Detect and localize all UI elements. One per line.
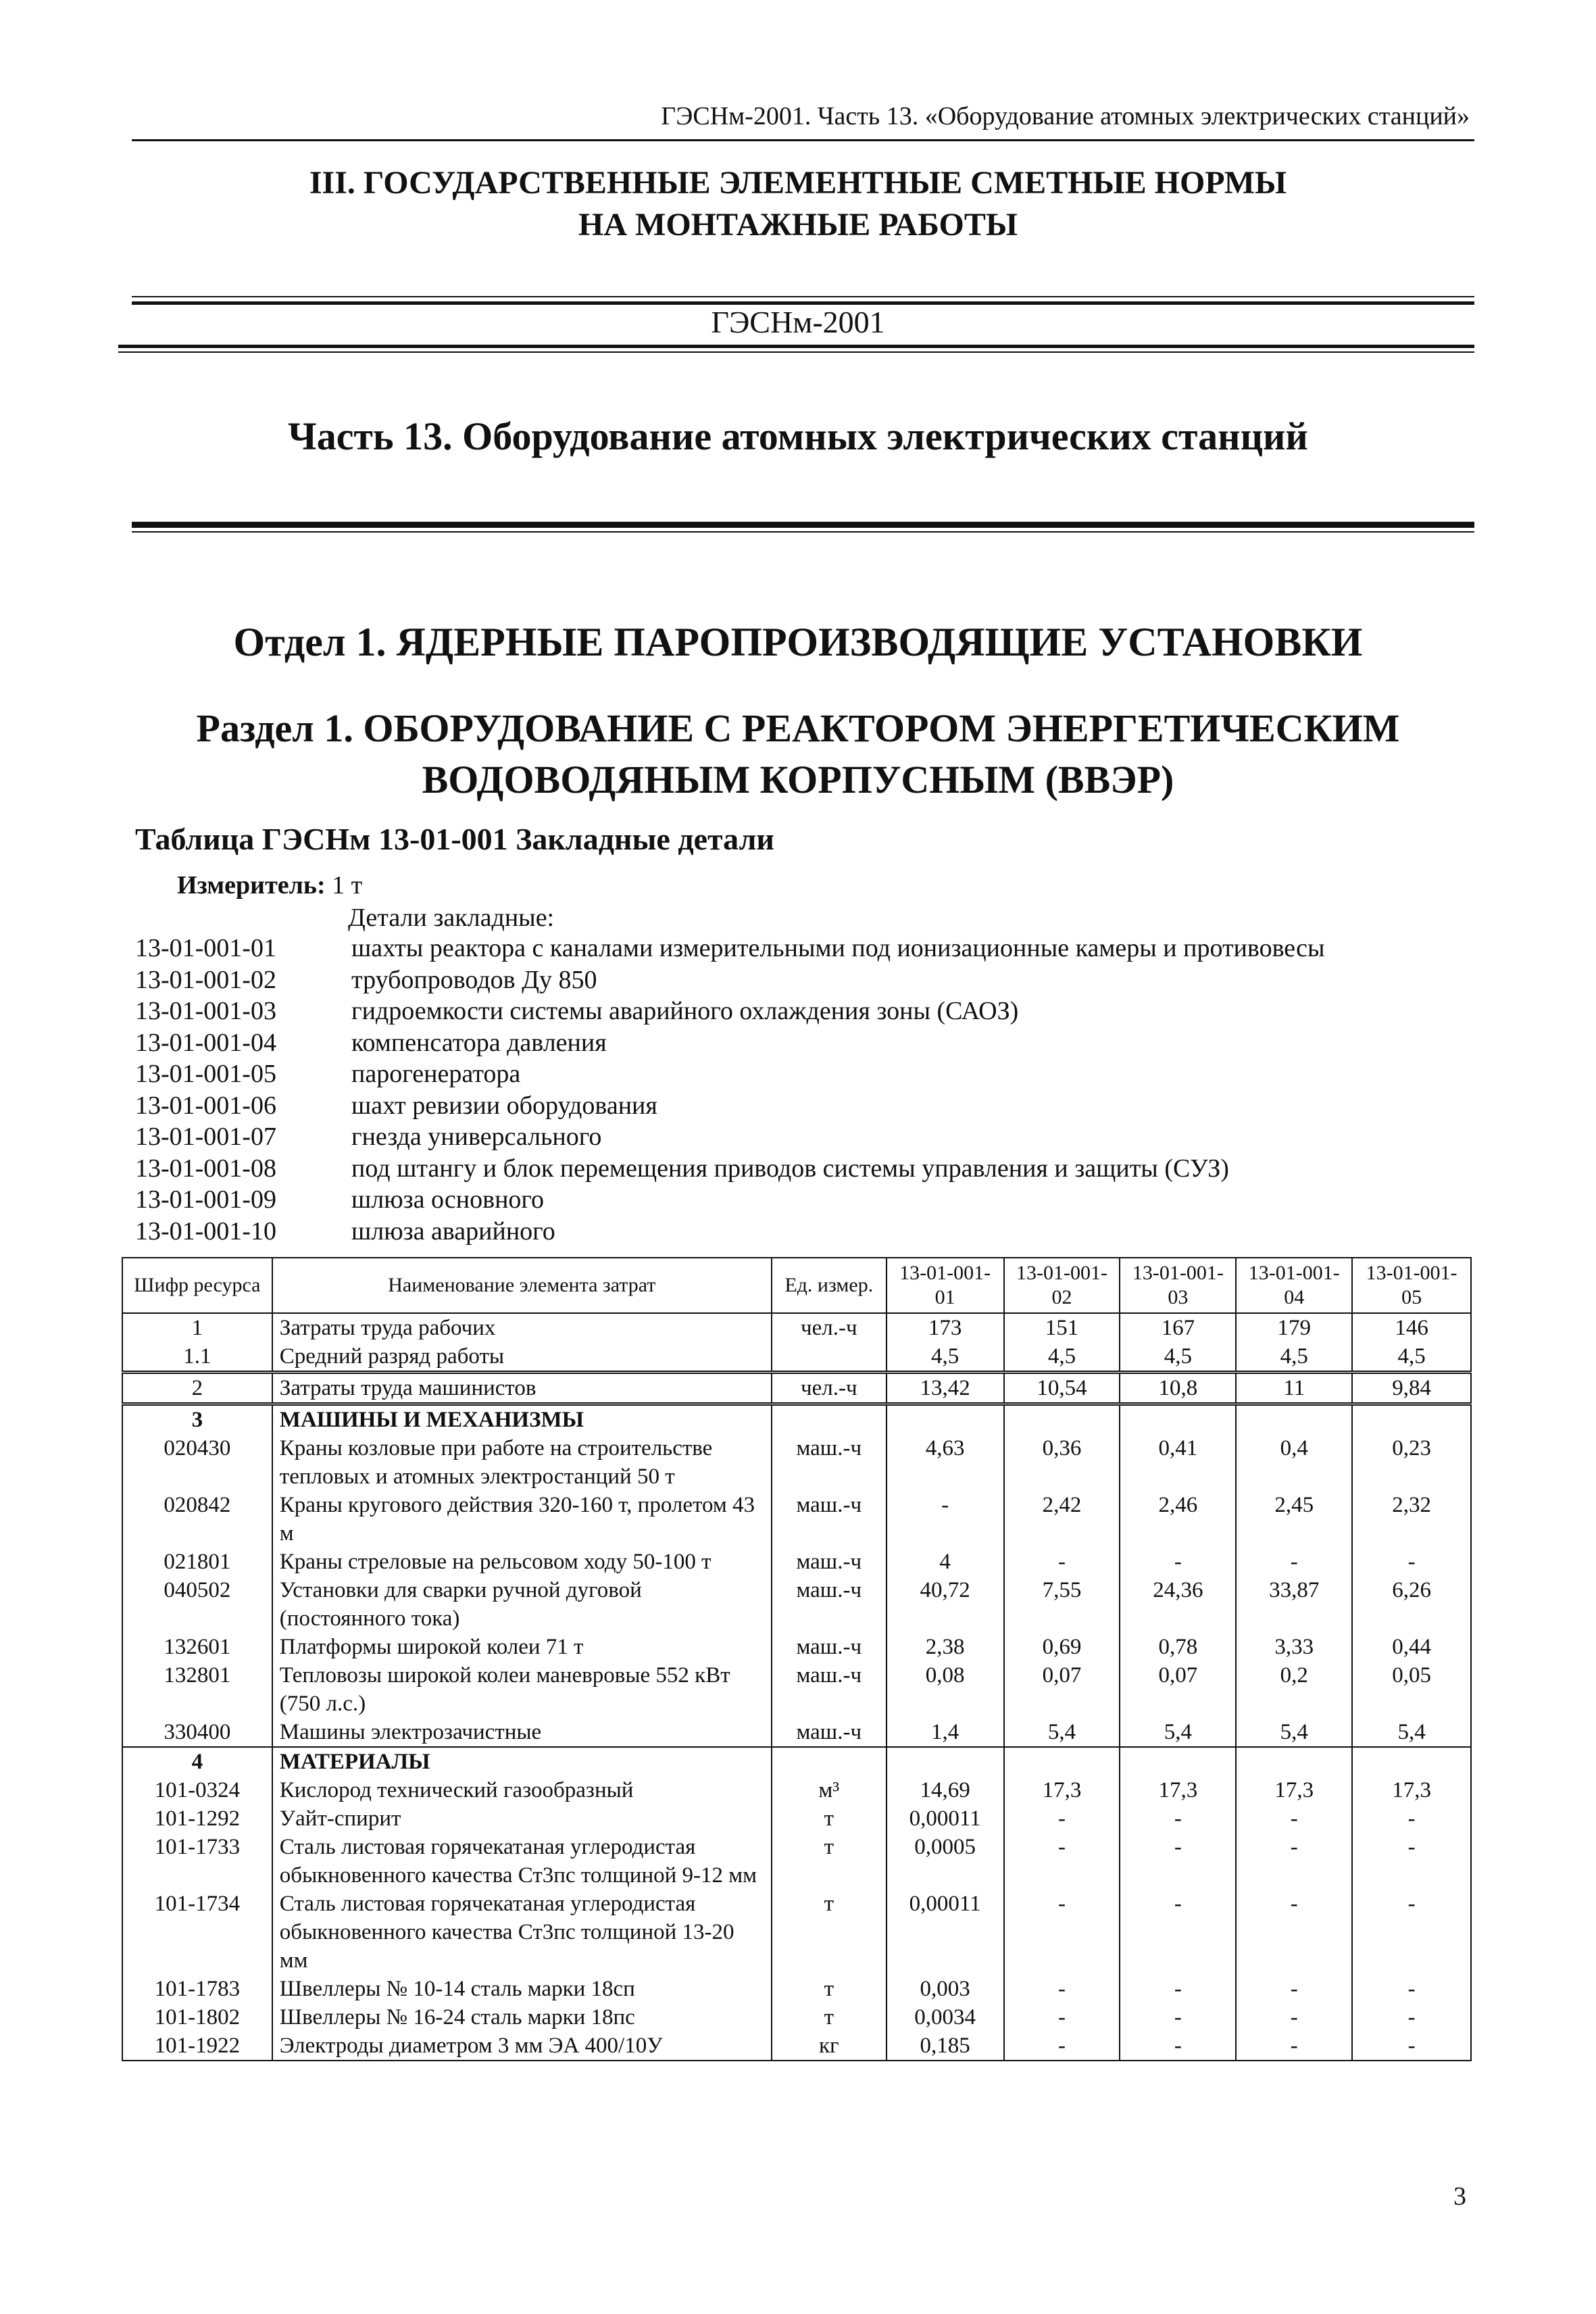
cell-unit: т — [772, 1975, 887, 2003]
cell-unit: маш.-ч — [772, 1718, 887, 1747]
gesn-code: ГЭСНм-2001 — [711, 305, 885, 339]
gesn-bottom-rule — [118, 345, 1474, 348]
cell-unit: маш.-ч — [772, 1576, 887, 1633]
cell-norm-01 — [887, 1404, 1004, 1435]
cell-norm-01: 0,185 — [887, 2032, 1004, 2061]
cell-norm-04: - — [1236, 2032, 1352, 2061]
norm-description: шахты реактора с каналами измерительными под ионизационные камеры и противовесы — [351, 934, 1325, 962]
cell-norm-01: 4 — [887, 1548, 1004, 1576]
cell-norm-05: - — [1352, 1890, 1471, 1975]
cell-norm-02: 0,36 — [1004, 1434, 1120, 1491]
cell-norm-05: 9,84 — [1352, 1373, 1471, 1404]
norm-description: шлюза основного — [351, 1185, 545, 1214]
cell-norm-03: 5,4 — [1120, 1718, 1236, 1747]
cell-norm-04: 4,5 — [1236, 1342, 1352, 1373]
cell-norm-02 — [1004, 1404, 1120, 1435]
measure-label: Измеритель: — [177, 871, 326, 900]
cell-norm-04: 11 — [1236, 1373, 1352, 1404]
cell-norm-05: 0,05 — [1352, 1661, 1471, 1718]
table-row — [122, 1373, 1471, 1404]
table-row — [122, 1576, 1471, 1633]
norm-code-list — [135, 933, 1325, 1247]
cell-norm-02: - — [1004, 1975, 1120, 2003]
cell-norm-01: 4,5 — [887, 1342, 1004, 1373]
cell-norm-05: 4,5 — [1352, 1342, 1471, 1373]
header-code: Шифр ресурса — [122, 1258, 272, 1313]
cell-norm-02: 5,4 — [1004, 1718, 1120, 1747]
table-row — [122, 1404, 1471, 1435]
cell-unit: чел.-ч — [772, 1313, 887, 1342]
cell-norm-03: - — [1120, 1804, 1236, 1833]
norm-description: гидроемкости системы аварийного охлаждения зоны (САОЗ) — [351, 997, 1019, 1025]
cell-norm-01: 173 — [887, 1313, 1004, 1342]
running-header: ГЭСНм-2001. Часть 13. «Оборудование атомных электрических станций» — [661, 102, 1470, 130]
measure-value: 1 т — [325, 871, 363, 900]
header-norm-01: 13-01-001-01 — [887, 1258, 1004, 1313]
cell-norm-01: 13,42 — [887, 1373, 1004, 1404]
cell-unit: маш.-ч — [772, 1491, 887, 1548]
cell-unit: маш.-ч — [772, 1661, 887, 1718]
cell-norm-05: - — [1352, 1975, 1471, 2003]
cell-norm-05: 17,3 — [1352, 1776, 1471, 1804]
header-norm-02: 13-01-001-02 — [1004, 1258, 1120, 1313]
cell-code: 101-1733 — [122, 1833, 272, 1890]
cell-norm-02: - — [1004, 1804, 1120, 1833]
cell-unit: маш.-ч — [772, 1633, 887, 1661]
table-row — [122, 1975, 1471, 2003]
table-row — [122, 1718, 1471, 1747]
cell-code: 101-1734 — [122, 1890, 272, 1975]
cell-norm-01 — [887, 1747, 1004, 1776]
cell-norm-04: - — [1236, 1833, 1352, 1890]
norm-description: под штангу и блок перемещения приводов системы управления и защиты (СУЗ) — [351, 1154, 1229, 1183]
cell-norm-03: 17,3 — [1120, 1776, 1236, 1804]
norm-code-item — [135, 1153, 1325, 1185]
cell-norm-02: 10,54 — [1004, 1373, 1120, 1404]
norm-description: гнезда универсального — [351, 1123, 602, 1151]
cell-norm-03: 0,78 — [1120, 1633, 1236, 1661]
cell-norm-05: 5,4 — [1352, 1718, 1471, 1747]
cell-code: 040502 — [122, 1576, 272, 1633]
cell-unit: т — [772, 2003, 887, 2032]
cell-code: 101-1922 — [122, 2032, 272, 2061]
header-norm-05: 13-01-001-05 — [1352, 1258, 1471, 1313]
cell-norm-03: - — [1120, 1975, 1236, 2003]
cell-unit: чел.-ч — [772, 1373, 887, 1404]
section-title — [0, 162, 1596, 246]
header-rule — [132, 139, 1474, 141]
table-row — [122, 1434, 1471, 1491]
norm-description: парогенератора — [351, 1060, 521, 1088]
norm-code-item — [135, 995, 1325, 1027]
cell-name: Затраты труда рабочих — [272, 1313, 772, 1342]
header-norm-04: 13-01-001-04 — [1236, 1258, 1352, 1313]
cell-norm-03: 0,41 — [1120, 1434, 1236, 1491]
norm-code-item — [135, 1184, 1325, 1216]
cell-norm-02 — [1004, 1747, 1120, 1776]
cell-norm-03: - — [1120, 2003, 1236, 2032]
cell-norm-01: 14,69 — [887, 1776, 1004, 1804]
norm-code-item — [135, 1058, 1325, 1090]
cell-unit: т — [772, 1804, 887, 1833]
norm-code: 13-01-001-07 — [135, 1123, 276, 1151]
cell-unit: т — [772, 1833, 887, 1890]
cell-norm-04 — [1236, 1747, 1352, 1776]
cell-norm-04: 0,4 — [1236, 1434, 1352, 1491]
table-row — [122, 1661, 1471, 1718]
cell-code: 101-1292 — [122, 1804, 272, 1833]
table-row — [122, 1890, 1471, 1975]
cell-norm-03: 10,8 — [1120, 1373, 1236, 1404]
norm-code: 13-01-001-08 — [135, 1154, 276, 1183]
cell-norm-02: - — [1004, 1548, 1120, 1576]
cell-code: 020430 — [122, 1434, 272, 1491]
norm-code: 13-01-001-02 — [135, 965, 276, 994]
cell-unit — [772, 1747, 887, 1776]
cell-norm-05: 6,26 — [1352, 1576, 1471, 1633]
table-row — [122, 2032, 1471, 2061]
cell-name: Средний разряд работы — [272, 1342, 772, 1373]
table-row — [122, 1548, 1471, 1576]
gesn-top-rule-thin — [132, 296, 1474, 297]
page-number: 3 — [1453, 2182, 1466, 2211]
norm-code: 13-01-001-01 — [135, 934, 276, 962]
cell-norm-04: - — [1236, 1890, 1352, 1975]
cell-norm-03: - — [1120, 1833, 1236, 1890]
razdel-title-line-1: Раздел 1. ОБОРУДОВАНИЕ С РЕАКТОРОМ ЭНЕРГЕТИЧЕСКИМ — [196, 706, 1400, 750]
cell-code: 101-0324 — [122, 1776, 272, 1804]
table-title: Таблица ГЭСНм 13-01-001 Закладные детали — [135, 822, 774, 856]
cell-norm-04: - — [1236, 1975, 1352, 2003]
cell-norm-05: 146 — [1352, 1313, 1471, 1342]
part-title: Часть 13. Оборудование атомных электрических станций — [288, 414, 1308, 458]
cell-code: 020842 — [122, 1491, 272, 1548]
cell-norm-04: 179 — [1236, 1313, 1352, 1342]
cell-code: 132801 — [122, 1661, 272, 1718]
table-row — [122, 1776, 1471, 1804]
cell-norm-04: - — [1236, 1548, 1352, 1576]
cell-norm-02: - — [1004, 2032, 1120, 2061]
cell-unit: маш.-ч — [772, 1548, 887, 1576]
cell-norm-03: 4,5 — [1120, 1342, 1236, 1373]
cell-norm-05: 2,32 — [1352, 1491, 1471, 1548]
cell-norm-04 — [1236, 1404, 1352, 1435]
cell-norm-03: 2,46 — [1120, 1491, 1236, 1548]
cell-code: 3 — [122, 1404, 272, 1435]
cell-norm-01: 0,0005 — [887, 1833, 1004, 1890]
cell-norm-01: 0,00011 — [887, 1890, 1004, 1975]
cell-code: 330400 — [122, 1718, 272, 1747]
norm-code-item — [135, 933, 1325, 964]
cell-norm-03 — [1120, 1404, 1236, 1435]
razdel-title — [0, 703, 1596, 806]
cell-norm-04: 33,87 — [1236, 1576, 1352, 1633]
cell-norm-02: 4,5 — [1004, 1342, 1120, 1373]
razdel-title-line-2: ВОДОВОДЯНЫМ КОРПУСНЫМ (ВВЭР) — [422, 758, 1174, 802]
cell-code: 4 — [122, 1747, 272, 1776]
cell-norm-03: - — [1120, 1890, 1236, 1975]
cell-norm-02: - — [1004, 2003, 1120, 2032]
cell-norm-02: 17,3 — [1004, 1776, 1120, 1804]
norm-code-item — [135, 1027, 1325, 1059]
cell-unit: маш.-ч — [772, 1434, 887, 1491]
norm-code-item — [135, 1216, 1325, 1248]
measure — [177, 870, 362, 900]
cell-code: 1 — [122, 1313, 272, 1342]
section-title-line-2: НА МОНТАЖНЫЕ РАБОТЫ — [578, 207, 1018, 243]
cell-unit — [772, 1404, 887, 1435]
table-row — [122, 1747, 1471, 1776]
cell-norm-05 — [1352, 1404, 1471, 1435]
cell-norm-05: - — [1352, 1804, 1471, 1833]
cell-name: Платформы широкой колеи 71 т — [272, 1633, 772, 1661]
cell-name: Краны стреловые на рельсовом ходу 50-100 т — [272, 1548, 772, 1576]
cell-norm-03: - — [1120, 1548, 1236, 1576]
cell-norm-01: 0,003 — [887, 1975, 1004, 2003]
table-row — [122, 1833, 1471, 1890]
cell-unit: кг — [772, 2032, 887, 2061]
cell-norm-03: - — [1120, 2032, 1236, 2061]
norm-code-item — [135, 1121, 1325, 1153]
cell-name: Установки для сварки ручной дуговой (постоянного тока) — [272, 1576, 772, 1633]
norm-description: шахт ревизии оборудования — [351, 1091, 657, 1120]
cell-code: 101-1802 — [122, 2003, 272, 2032]
cell-name: Швеллеры № 16-24 сталь марки 18пс — [272, 2003, 772, 2032]
norm-description: трубопроводов Ду 850 — [351, 965, 597, 994]
cell-norm-02: 0,07 — [1004, 1661, 1120, 1718]
cell-norm-02: 151 — [1004, 1313, 1120, 1342]
details-head: Детали закладные: — [348, 904, 555, 932]
cell-unit — [772, 1342, 887, 1373]
cell-norm-04: 17,3 — [1236, 1776, 1352, 1804]
cell-norm-05 — [1352, 1747, 1471, 1776]
table-row — [122, 1342, 1471, 1373]
cell-norm-01: 1,4 — [887, 1718, 1004, 1747]
cell-code: 132601 — [122, 1633, 272, 1661]
norm-code: 13-01-001-04 — [135, 1028, 276, 1057]
cell-norm-01: 0,00011 — [887, 1804, 1004, 1833]
table-row — [122, 1491, 1471, 1548]
cell-norm-03: 24,36 — [1120, 1576, 1236, 1633]
resource-table — [122, 1257, 1472, 2061]
otdel-title: Отдел 1. ЯДЕРНЫЕ ПАРОПРОИЗВОДЯЩИЕ УСТАНОВКИ — [233, 620, 1363, 664]
norm-code: 13-01-001-03 — [135, 997, 276, 1025]
header-name: Наименование элемента затрат — [272, 1258, 772, 1313]
cell-norm-01: 0,08 — [887, 1661, 1004, 1718]
cell-norm-03: 167 — [1120, 1313, 1236, 1342]
norm-code: 13-01-001-09 — [135, 1185, 276, 1214]
norm-description: компенсатора давления — [351, 1028, 607, 1057]
header-unit: Ед. измер. — [772, 1258, 887, 1313]
cell-norm-02: - — [1004, 1890, 1120, 1975]
cell-norm-01: 40,72 — [887, 1576, 1004, 1633]
cell-norm-03 — [1120, 1747, 1236, 1776]
cell-norm-05: 0,44 — [1352, 1633, 1471, 1661]
cell-name: Затраты труда машинистов — [272, 1373, 772, 1404]
norm-code-item — [135, 964, 1325, 996]
cell-norm-04: 5,4 — [1236, 1718, 1352, 1747]
cell-norm-04: - — [1236, 1804, 1352, 1833]
gesn-bottom-rule-thin — [118, 351, 1474, 353]
norm-description: шлюза аварийного — [351, 1216, 555, 1246]
cell-unit: т — [772, 1890, 887, 1975]
norm-code-item — [135, 1090, 1325, 1122]
cell-norm-05: - — [1352, 2003, 1471, 2032]
part-rule — [132, 522, 1474, 528]
cell-norm-02: 7,55 — [1004, 1576, 1120, 1633]
cell-name: Электроды диаметром 3 мм ЭА 400/10У — [272, 2032, 772, 2061]
cell-norm-04: 2,45 — [1236, 1491, 1352, 1548]
norm-code: 13-01-001-06 — [135, 1091, 276, 1120]
cell-norm-05: 0,23 — [1352, 1434, 1471, 1491]
cell-norm-02: 2,42 — [1004, 1491, 1120, 1548]
cell-norm-01: 2,38 — [887, 1633, 1004, 1661]
part-rule-thin — [132, 531, 1474, 533]
cell-norm-01: 4,63 — [887, 1434, 1004, 1491]
cell-name: МАТЕРИАЛЫ — [272, 1747, 772, 1776]
table-row — [122, 1313, 1471, 1342]
cell-name: Сталь листовая горячекатаная углеродистая обыкновенного качества Ст3пс толщиной 13-20 мм — [272, 1890, 772, 1975]
cell-norm-02: - — [1004, 1833, 1120, 1890]
cell-code: 101-1783 — [122, 1975, 272, 2003]
table-row — [122, 2003, 1471, 2032]
cell-norm-05: - — [1352, 2032, 1471, 2061]
cell-norm-04: 0,2 — [1236, 1661, 1352, 1718]
cell-name: Краны козловые при работе на строительстве тепловых и атомных электростанций 50 т — [272, 1434, 772, 1491]
cell-norm-05: - — [1352, 1548, 1471, 1576]
cell-code: 2 — [122, 1373, 272, 1404]
section-title-line-1: III. ГОСУДАРСТВЕННЫЕ ЭЛЕМЕНТНЫЕ СМЕТНЫЕ НОРМЫ — [309, 165, 1287, 201]
cell-code: 021801 — [122, 1548, 272, 1576]
cell-norm-03: 0,07 — [1120, 1661, 1236, 1718]
cell-norm-01: - — [887, 1491, 1004, 1548]
cell-name: МАШИНЫ И МЕХАНИЗМЫ — [272, 1404, 772, 1435]
header-norm-03: 13-01-001-03 — [1120, 1258, 1236, 1313]
cell-name: Уайт-спирит — [272, 1804, 772, 1833]
table-row — [122, 1633, 1471, 1661]
norm-code: 13-01-001-05 — [135, 1060, 276, 1088]
cell-norm-04: - — [1236, 2003, 1352, 2032]
cell-name: Кислород технический газообразный — [272, 1776, 772, 1804]
cell-norm-04: 3,33 — [1236, 1633, 1352, 1661]
norm-code: 13-01-001-10 — [135, 1216, 276, 1246]
cell-code: 1.1 — [122, 1342, 272, 1373]
cell-name: Тепловозы широкой колеи маневровые 552 кВт (750 л.с.) — [272, 1661, 772, 1718]
cell-norm-05: - — [1352, 1833, 1471, 1890]
table-row — [122, 1804, 1471, 1833]
cell-name: Сталь листовая горячекатаная углеродистая обыкновенного качества Ст3пс толщиной 9-12 мм — [272, 1833, 772, 1890]
cell-unit: м³ — [772, 1776, 887, 1804]
cell-name: Машины электрозачистные — [272, 1718, 772, 1747]
table-header-row — [122, 1258, 1471, 1313]
cell-name: Краны кругового действия 320-160 т, пролетом 43 м — [272, 1491, 772, 1548]
cell-norm-02: 0,69 — [1004, 1633, 1120, 1661]
cell-norm-01: 0,0034 — [887, 2003, 1004, 2032]
cell-name: Швеллеры № 10-14 сталь марки 18сп — [272, 1975, 772, 2003]
